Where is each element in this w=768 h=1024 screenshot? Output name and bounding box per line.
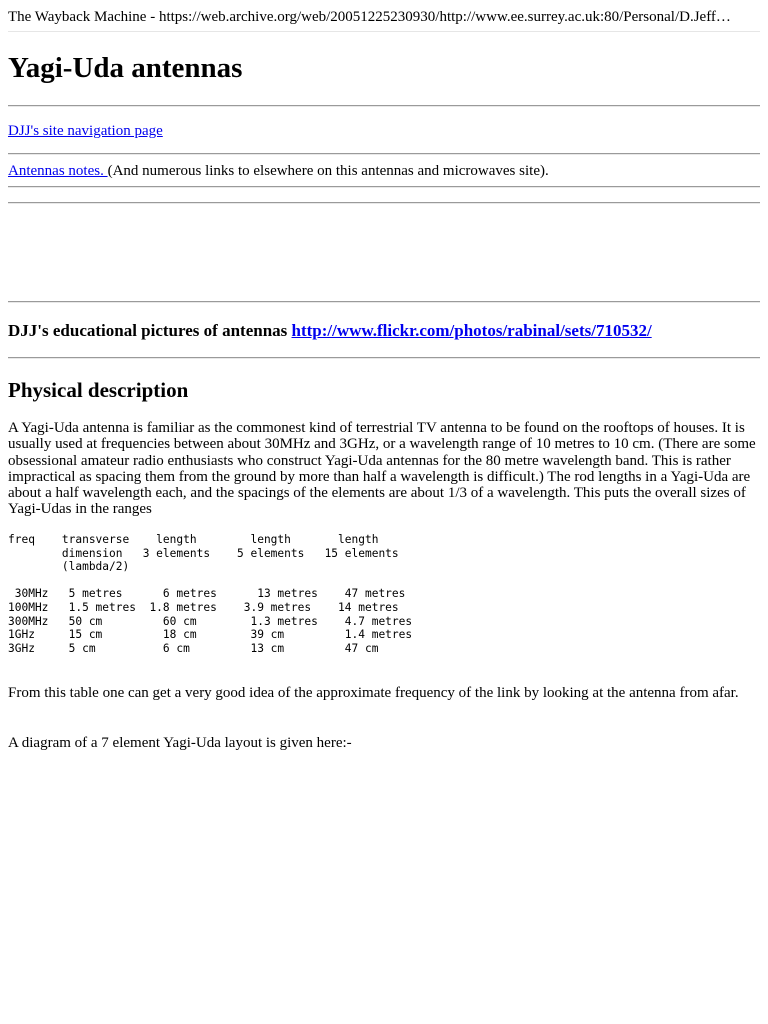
pictures-line [8, 320, 652, 342]
divider [8, 301, 760, 303]
nav-line [8, 122, 163, 140]
divider [8, 105, 760, 107]
divider [8, 357, 760, 359]
description-paragraph: A Yagi-Uda antenna is familiar as the commonest kind of terrestrial TV antenna to be found on the rooftops of houses. It is usually used at frequencies between about 30MHz and 3GHz, or a wavelength range of 10 metres to 10 cm. (There are some obsessional amateur radio enthusiasts who construct Yagi-Uda antennas for the 80 metre wavelength band. This is rather impractical as spacing them from the ground by more than half a wavelength is difficult.) The rod lengths in a Yagi-Uda are about a half wavelength each, and the spacings of the elements are about 1/3 of a wavelength. This puts the overall sizes of Yagi-Udas in the ranges [8, 420, 756, 518]
antennas-notes-line [8, 162, 549, 180]
table-note-paragraph: From this table one can get a very good idea of the approximate frequency of the link by looking at the antenna from afar. [8, 685, 739, 701]
site-navigation-link[interactable]: DJJ's site navigation page [8, 123, 163, 139]
antennas-notes-link[interactable]: Antennas notes. [8, 163, 108, 179]
size-table: freq transverse length length length dimension 3 elements 5 elements 15 elements (lambda/2) 30MHz 5 metres 6 metres 13 metres 47 metres 100MHz 1.5 metres 1.8 metres 3.9 metres 14 metres 300MHz 50 cm 60 cm 1.3 metres 4.7 metres 1GHz 15 cm 18 cm 39 cm 1.4 metres 3GHz 5 cm 6 cm 13 cm 47 cm [8, 533, 413, 655]
title-divider [8, 31, 760, 32]
antennas-notes-text: (And numerous links to elsewhere on this antennas and microwaves site). [107, 163, 549, 179]
pictures-label: DJJ's educational pictures of antennas [8, 321, 292, 340]
divider [8, 202, 760, 204]
flickr-link[interactable]: http://www.flickr.com/photos/rabinal/sets/710532/ [291, 321, 652, 340]
divider [8, 153, 760, 155]
divider [8, 186, 760, 188]
browser-title: The Wayback Machine - https://web.archive.org/web/20051225230930/http://www.ee.surrey.ac.uk:80/Personal/D.Jeff… [8, 9, 731, 25]
diagram-intro-paragraph: A diagram of a 7 element Yagi-Uda layout is given here:- [8, 735, 352, 751]
section-heading: Physical description [8, 378, 189, 402]
page-title: Yagi-Uda antennas [8, 52, 243, 84]
